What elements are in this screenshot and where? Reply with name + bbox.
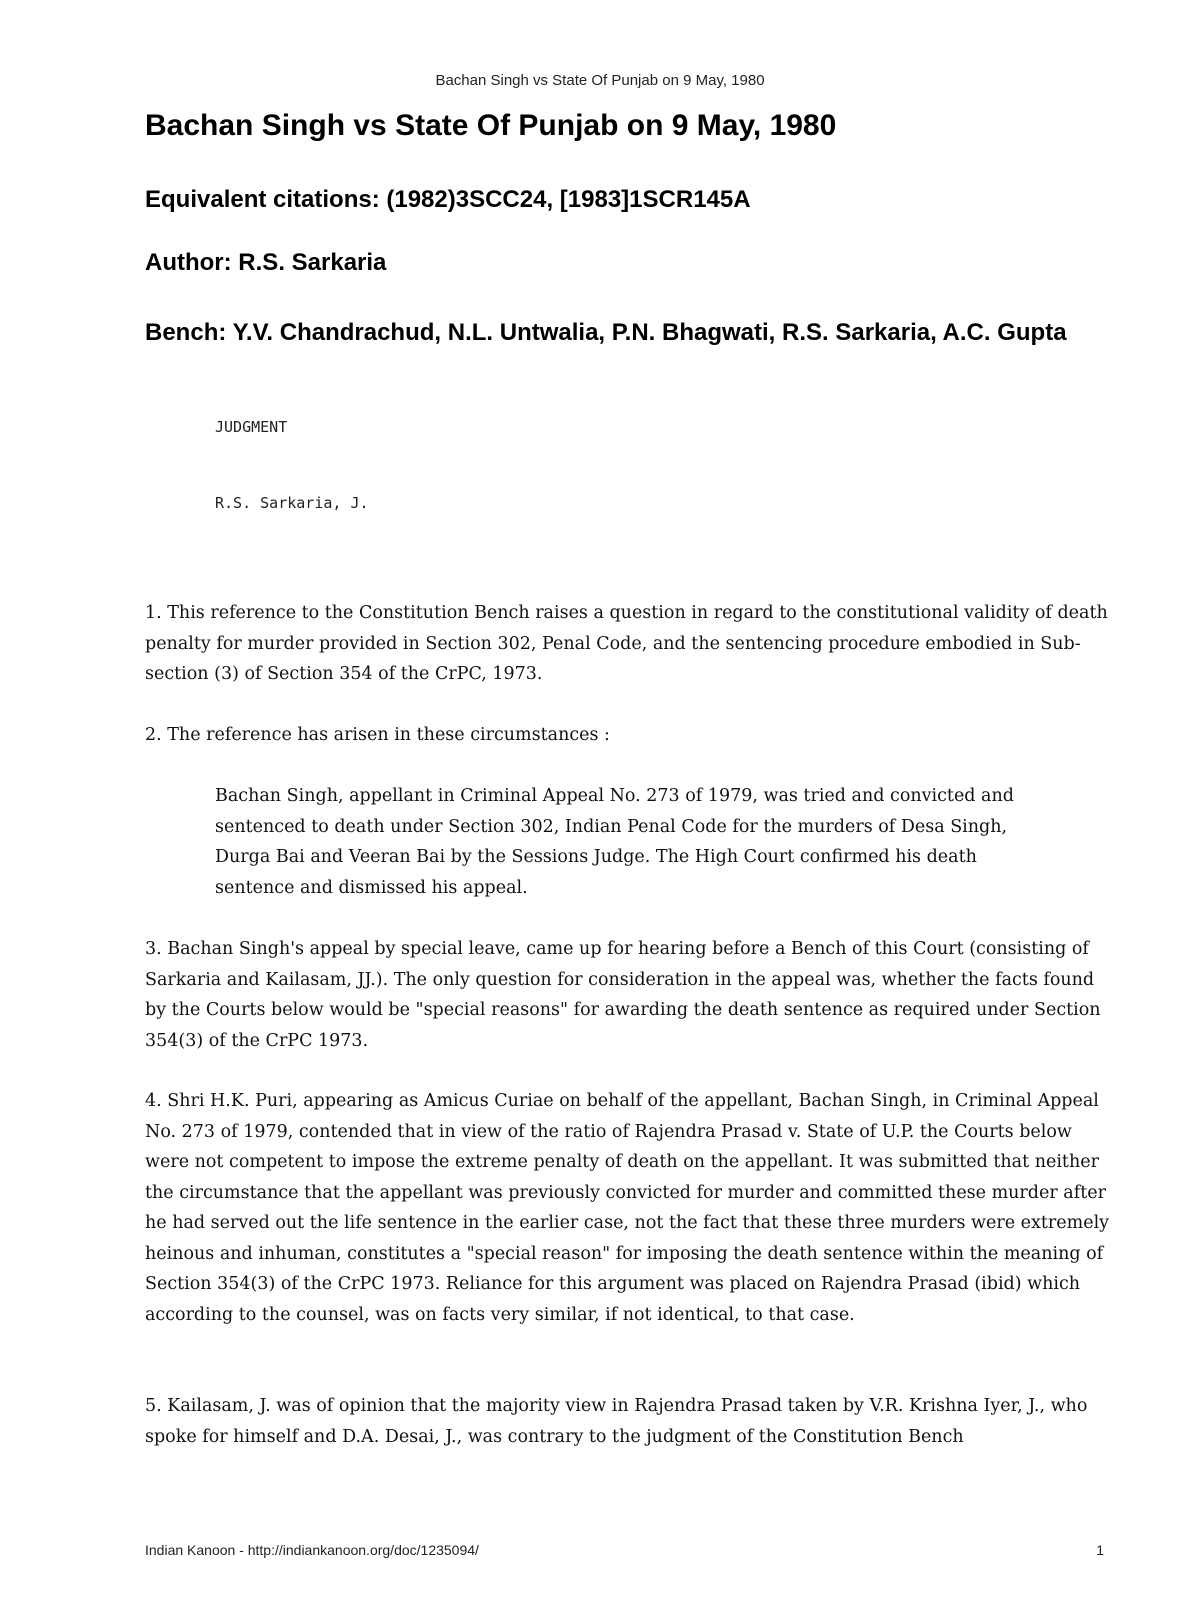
running-header: Bachan Singh vs State Of Punjab on 9 May, 1980 <box>435 72 765 89</box>
document-title: Bachan Singh vs State Of Punjab on 9 May, 1980 <box>145 109 837 142</box>
block-quote: Bachan Singh, appellant in Criminal Appeal No. 273 of 1979, was tried and convicted and sentenced to death under Section 302, Indian Penal Code for the murders of Desa Singh, Durga Bai and Veeran Bai by the Sessions Judge. The High Court confirmed his death sentence and dismissed his appeal. <box>215 786 1014 898</box>
paragraph-1: 1. This reference to the Constitution Bench raises a question in regard to the constitutional validity of death penalty for murder provided in Section 302, Penal Code, and the sentencing procedure embodied in Sub-section (3) of Section 354 of the CrPC, 1973. <box>145 603 1108 684</box>
author: Author: R.S. Sarkaria <box>145 249 387 276</box>
judgment-label: JUDGMENT <box>215 418 288 436</box>
bench: Bench: Y.V. Chandrachud, N.L. Untwalia, P.N. Bhagwati, R.S. Sarkaria, A.C. Gupta <box>145 319 1067 346</box>
judge-line: R.S. Sarkaria, J. <box>215 494 369 512</box>
paragraph-3: 3. Bachan Singh's appeal by special leave, came up for hearing before a Bench of this Court (consisting of Sarkaria and Kailasam, JJ.). The only question for consideration in the appeal was, whether the facts found by the Courts below would be "special reasons" for awarding the death sentence as required under Section 354(3) of the CrPC 1973. <box>145 939 1101 1051</box>
paragraph-5: 5. Kailasam, J. was of opinion that the majority view in Rajendra Prasad taken by V.R. Krishna Iyer, J., who spoke for himself and D.A. Desai, J., was contrary to the judgment of the Constitution Bench <box>145 1396 1088 1447</box>
paragraph-4: 4. Shri H.K. Puri, appearing as Amicus Curiae on behalf of the appellant, Bachan Singh, in Criminal Appeal No. 273 of 1979, contended that in view of the ratio of Rajendra Prasad v. State of U.P. the Courts below were not competent to impose the extreme penalty of death on the appellant. It was submitted that neither the circumstance that the appellant was previously convicted for murder and committed these murder after he had served out the life sentence in the earlier case, not the fact that these three murders were extremely heinous and inhuman, constitutes a "special reason" for imposing the death sentence within the meaning of Section 354(3) of the CrPC 1973. Reliance for this argument was placed on Rajendra Prasad (ibid) which according to the counsel, was on facts very similar, if not identical, to that case. <box>145 1091 1110 1325</box>
page-number: 1 <box>1096 1542 1104 1558</box>
footer-source: Indian Kanoon - http://indiankanoon.org/doc/1235094/ <box>145 1542 479 1558</box>
paragraph-2: 2. The reference has arisen in these circumstances : <box>145 725 610 745</box>
citations: Equivalent citations: (1982)3SCC24, [1983]1SCR145A <box>145 186 751 213</box>
